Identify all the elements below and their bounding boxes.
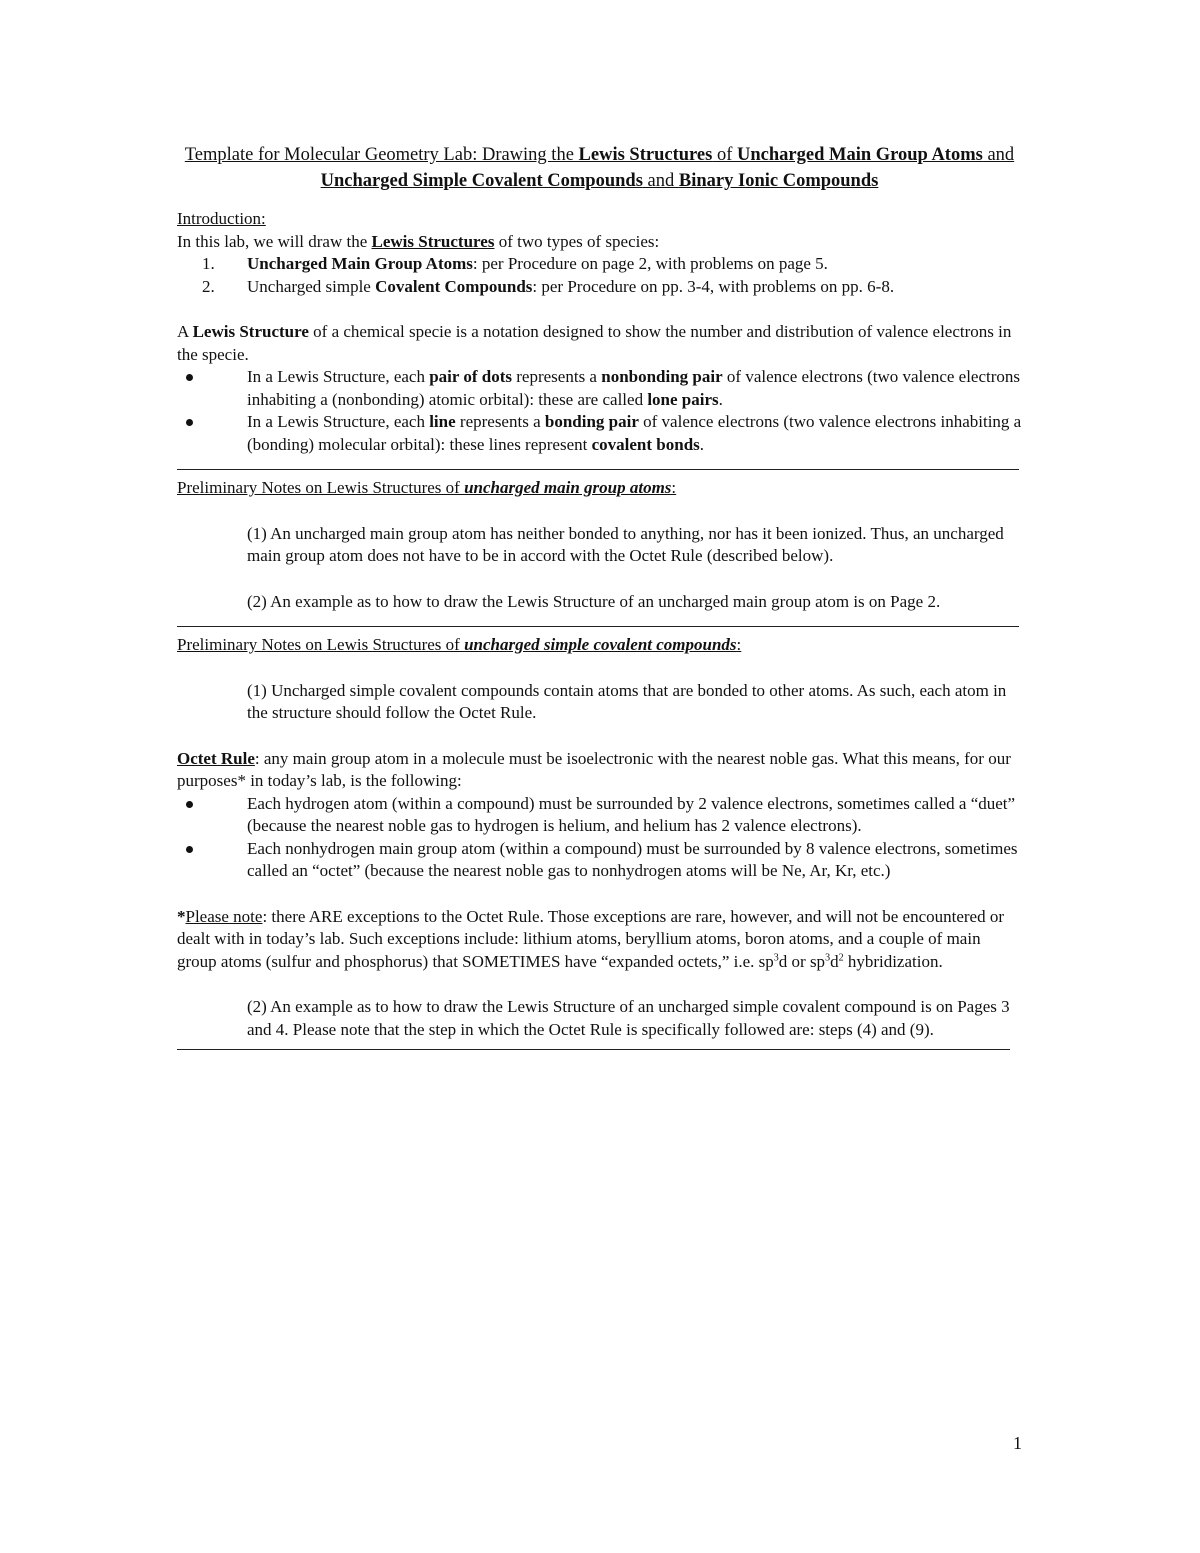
compounds-note-1: (1) Uncharged simple covalent compounds contain atoms that are bonded to other atoms. As such, each atom in the structure should follow the Octet Rule. [247,680,1007,722]
list-item: In a Lewis Structure, each pair of dots represents a nonbonding pair of valence electrons (two valence electrons inhabiting a (nonbonding) atomic orbital): these are called lone pairs. [219,366,1022,411]
section-divider [177,626,1019,627]
document-page [177,142,1022,1057]
list-item: Each hydrogen atom (within a compound) must be surrounded by 2 valence electrons, sometimes called a “duet” (because the nearest noble gas to hydrogen is helium, and helium has 2 valence electrons). [219,793,1022,838]
atoms-note-1: (1) An uncharged main group atom has neither bonded to anything, nor has it been ionized. Thus, an uncharged main group atom does not have to be in accord with the Octet Rule (described below). [247,523,1004,565]
please-note: *Please note: there ARE exceptions to the Octet Rule. Those exceptions are rare, however, and will not be encountered or dealt with in today’s lab. Such exceptions include: lithium atoms, beryllium atoms, boron atoms, and a couple of main group atoms (sulfur and phosphorus) that SOMETIMES have “expanded octets,” i.e. $sp^3d$ or $sp^3d^2$ hybridization. [177,906,1005,971]
octet-bullets [177,793,1022,883]
section-heading-atoms: Preliminary Notes on Lewis Structures of uncharged main group atoms: [177,478,677,497]
lewis-bullets [177,366,1022,456]
list-item: 1. Uncharged Main Group Atoms: per Procedure on page 2, with problems on page 5. [219,253,1022,276]
list-item: 2. Uncharged simple Covalent Compounds: per Procedure on pp. 3-4, with problems on pp. 6-8. [219,276,1022,299]
compounds-note-2: (2) An example as to how to draw the Lewis Structure of an uncharged simple covalent compound is on Pages 3 and 4. Please note that the step in which the Octet Rule is specifically followed are: steps (4) and (9). [247,997,1010,1039]
section-heading-compounds: Preliminary Notes on Lewis Structures of uncharged simple covalent compounds: [177,635,742,654]
list-item: Each nonhydrogen main group atom (within a compound) must be surrounded by 8 valence electrons, sometimes called an “octet” (because the nearest noble gas to nonhydrogen atoms will be Ne, Ar, Kr, etc.) [219,838,1022,883]
lewis-definition: A Lewis Structure of a chemical specie is a notation designed to show the number and distribution of valence electrons in the specie. [177,322,1012,364]
species-list [177,253,1022,298]
list-item: In a Lewis Structure, each line represents a bonding pair of valence electrons (two valence electrons inhabiting a (bonding) molecular orbital): these lines represent covalent bonds. [219,411,1022,456]
octet-rule-definition: Octet Rule: any main group atom in a molecule must be isoelectronic with the nearest noble gas. What this means, for our purposes* in today’s lab, is the following: [177,748,1011,790]
atoms-note-2: (2) An example as to how to draw the Lewis Structure of an uncharged main group atom is on Page 2. [247,591,941,611]
section-divider [177,1049,1010,1050]
document-title: Template for Molecular Geometry Lab: Drawing the Lewis Structures of Uncharged Main Group Atoms and Uncharged Simple Covalent Compounds and Binary Ionic Compounds [184,145,1015,191]
section-divider [177,469,1019,470]
introduction-lead: In this lab, we will draw the Lewis Structures of two types of species: [177,231,660,251]
page-number: 1 [1013,1433,1022,1453]
introduction-heading: Introduction: [177,209,266,228]
